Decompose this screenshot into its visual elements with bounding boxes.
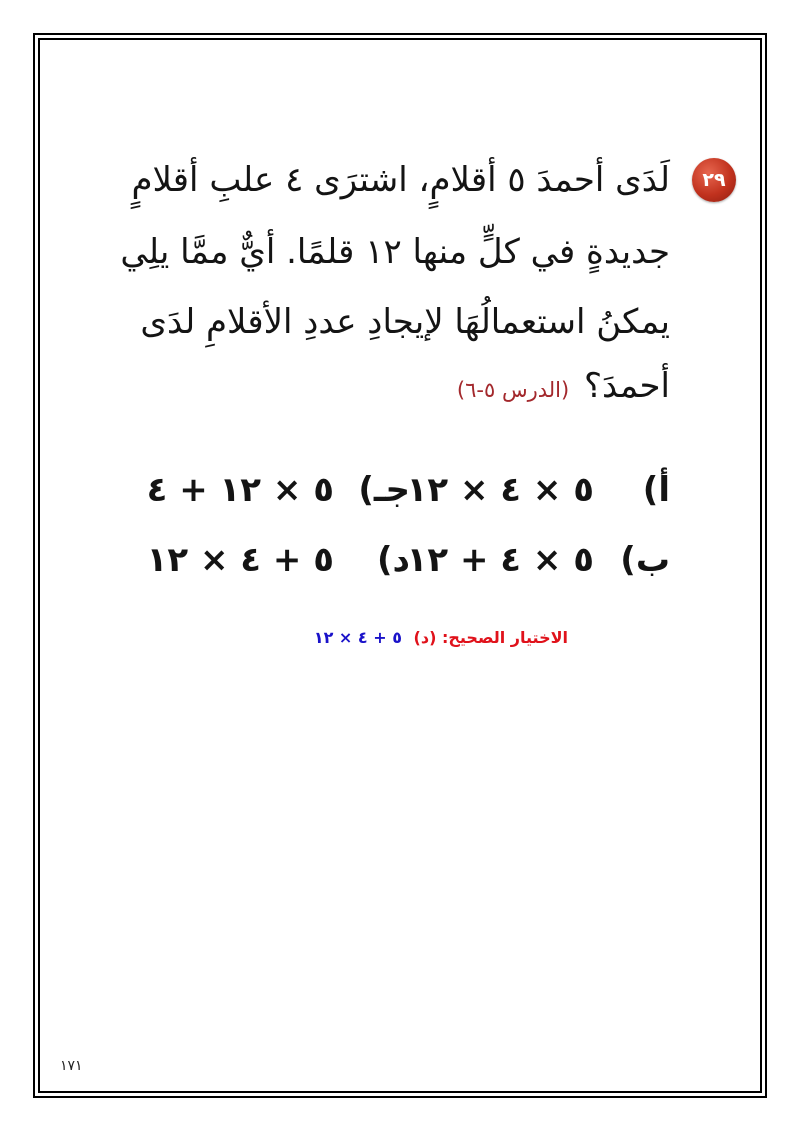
question-line-4 xyxy=(457,366,670,406)
choice-j[interactable] xyxy=(147,470,410,510)
choice-b-letter: ب) xyxy=(620,540,670,580)
question-number-badge xyxy=(692,158,736,202)
question-number: ٢٩ xyxy=(702,169,726,191)
answer-choice: (د) xyxy=(413,628,437,647)
choice-j-expression: ٥ × ١٢ + ٤ xyxy=(146,470,334,510)
question-line-2: جديدةٍ في كلٍّ منها ١٢ قلمًا. أيٌّ ممَّا يلِي xyxy=(120,232,670,272)
choice-b-expression: ٥ × ٤ + ١٢ xyxy=(406,540,594,580)
question-line-1: لَدَى أحمدَ ٥ أقلامٍ، اشترَى ٤ علبِ أقلامٍ xyxy=(131,160,670,200)
correct-answer xyxy=(314,628,568,647)
choice-a[interactable] xyxy=(407,470,670,510)
page-number: ١٧١ xyxy=(60,1058,83,1074)
choice-a-expression: ٥ × ٤ × ١٢ xyxy=(406,470,594,510)
question-line-4-text: أحمدَ؟ xyxy=(583,366,670,406)
choice-d-expression: ٥ + ٤ × ١٢ xyxy=(146,540,334,580)
answer-expression: ٥ + ٤ × ١٢ xyxy=(313,628,402,647)
lesson-reference: (الدرس ٥-٦) xyxy=(456,378,570,402)
choice-j-letter: جـ) xyxy=(358,470,410,510)
choice-d-letter: د) xyxy=(377,540,410,580)
choice-d[interactable] xyxy=(147,540,410,580)
answer-label: الاختيار الصحيح: xyxy=(441,628,568,647)
choice-b[interactable] xyxy=(407,540,670,580)
question-line-3: يمكنُ استعمالُهَا لإيجادِ عددِ الأقلامِ لدَى xyxy=(140,302,670,342)
choice-a-letter: أ) xyxy=(642,470,670,510)
